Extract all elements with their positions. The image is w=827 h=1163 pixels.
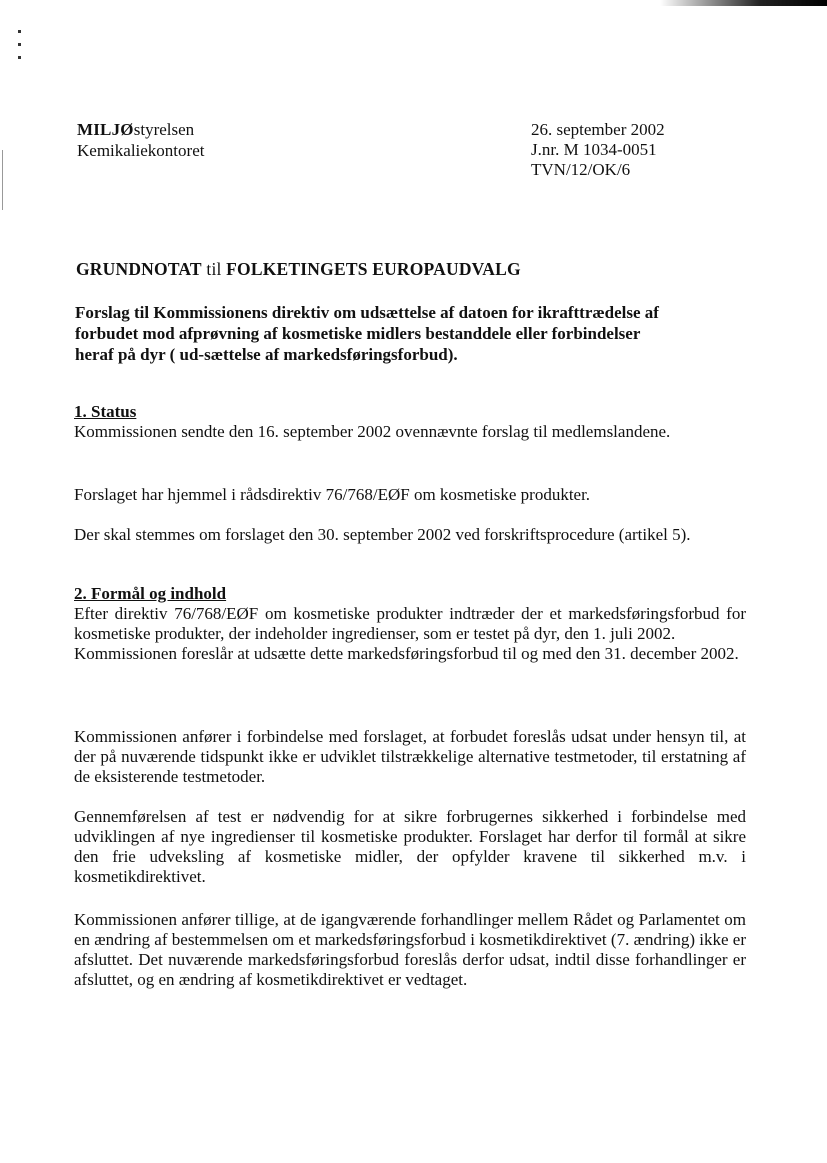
paragraph: Kommissionen sendte den 16. september 2002 ovennævnte forslag til medlemslandene.	[74, 422, 671, 441]
scan-edge-mark	[660, 0, 827, 6]
department-name	[77, 119, 204, 140]
department-name-bold: MILJØ	[77, 120, 134, 139]
section-purpose-title: 2. Formål og indhold	[74, 584, 227, 603]
paragraph: Efter direktiv 76/768/EØF om kosmetiske produkter indtræder der et markedsføringsforbud for kosmetiske produkter, der indeholder ingredienser, som er testet på dyr, den 1. juli 2002.	[74, 604, 746, 643]
paragraph: Kommissionen anfører tillige, at de igangværende forhandlinger mellem Rådet og Parlamentet om en ændring af bestemmelsen om et markedsføringsforbud i kosmetikdirektivet (7. ændring) ikke er afsluttet. Det nuværende markedsføringsforbud foreslås derfor udsat, indtil disse forhandlinger er afsluttet, og en ændring af kosmetikdirektivet er vedtaget.	[74, 910, 746, 989]
paragraph: Kommissionen foreslår at udsætte dette markedsføringsforbud til og med den 31. december 2002.	[74, 644, 739, 663]
department-name-rest: styrelsen	[133, 120, 195, 139]
document-heading	[76, 259, 521, 280]
document-date: 26. september 2002	[531, 120, 665, 139]
office-name: Kemikaliekontoret	[77, 141, 205, 160]
section-purpose	[74, 584, 746, 664]
reference-code: TVN/12/OK/6	[531, 160, 631, 179]
scan-dot	[18, 43, 21, 46]
reference-block	[531, 120, 665, 180]
section-status-title: 1. Status	[74, 402, 137, 421]
scan-margin-line	[2, 150, 3, 210]
document-subject: Forslag til Kommissionens direktiv om udsættelse af datoen for ikrafttrædelse af forbudet mod afprøvning af kosmetiske midlers bestanddele eller forbindelser heraf på dyr ( ud-sættelse af markedsføringsforbud).	[75, 303, 659, 364]
heading-part-1: GRUNDNOTAT	[76, 259, 202, 279]
scan-dot	[18, 30, 21, 33]
sender-block	[77, 119, 204, 161]
heading-part-2: til	[206, 259, 222, 279]
paragraph: Forslaget har hjemmel i rådsdirektiv 76/768/EØF om kosmetiske produkter.	[74, 485, 591, 504]
scan-dot	[18, 56, 21, 59]
punch-marks	[18, 30, 28, 90]
paragraph: Kommissionen anfører i forbindelse med forslaget, at forbudet foreslås udsat under hensyn til, at der på nuværende tidspunkt ikke er udviklet tilstrækkelige alternative testmetoder, til erstatning af de eksisterende testmetoder.	[74, 727, 746, 786]
journal-number: J.nr. M 1034-0051	[531, 140, 657, 159]
section-status	[74, 402, 746, 442]
paragraph: Gennemførelsen af test er nødvendig for at sikre forbrugernes sikkerhed i forbindelse med udviklingen af nye ingredienser til kosmetiske produkter. Forslaget har derfor til formål at sikre den frie udveksling af kosmetiske midler, der opfylder kravene til sikkerhed m.v. i kosmetikdirektivet.	[74, 807, 746, 886]
heading-part-3: FOLKETINGETS EUROPAUDVALG	[226, 259, 521, 279]
paragraph: Der skal stemmes om forslaget den 30. september 2002 ved forskriftsprocedure (artikel 5).	[74, 525, 691, 544]
